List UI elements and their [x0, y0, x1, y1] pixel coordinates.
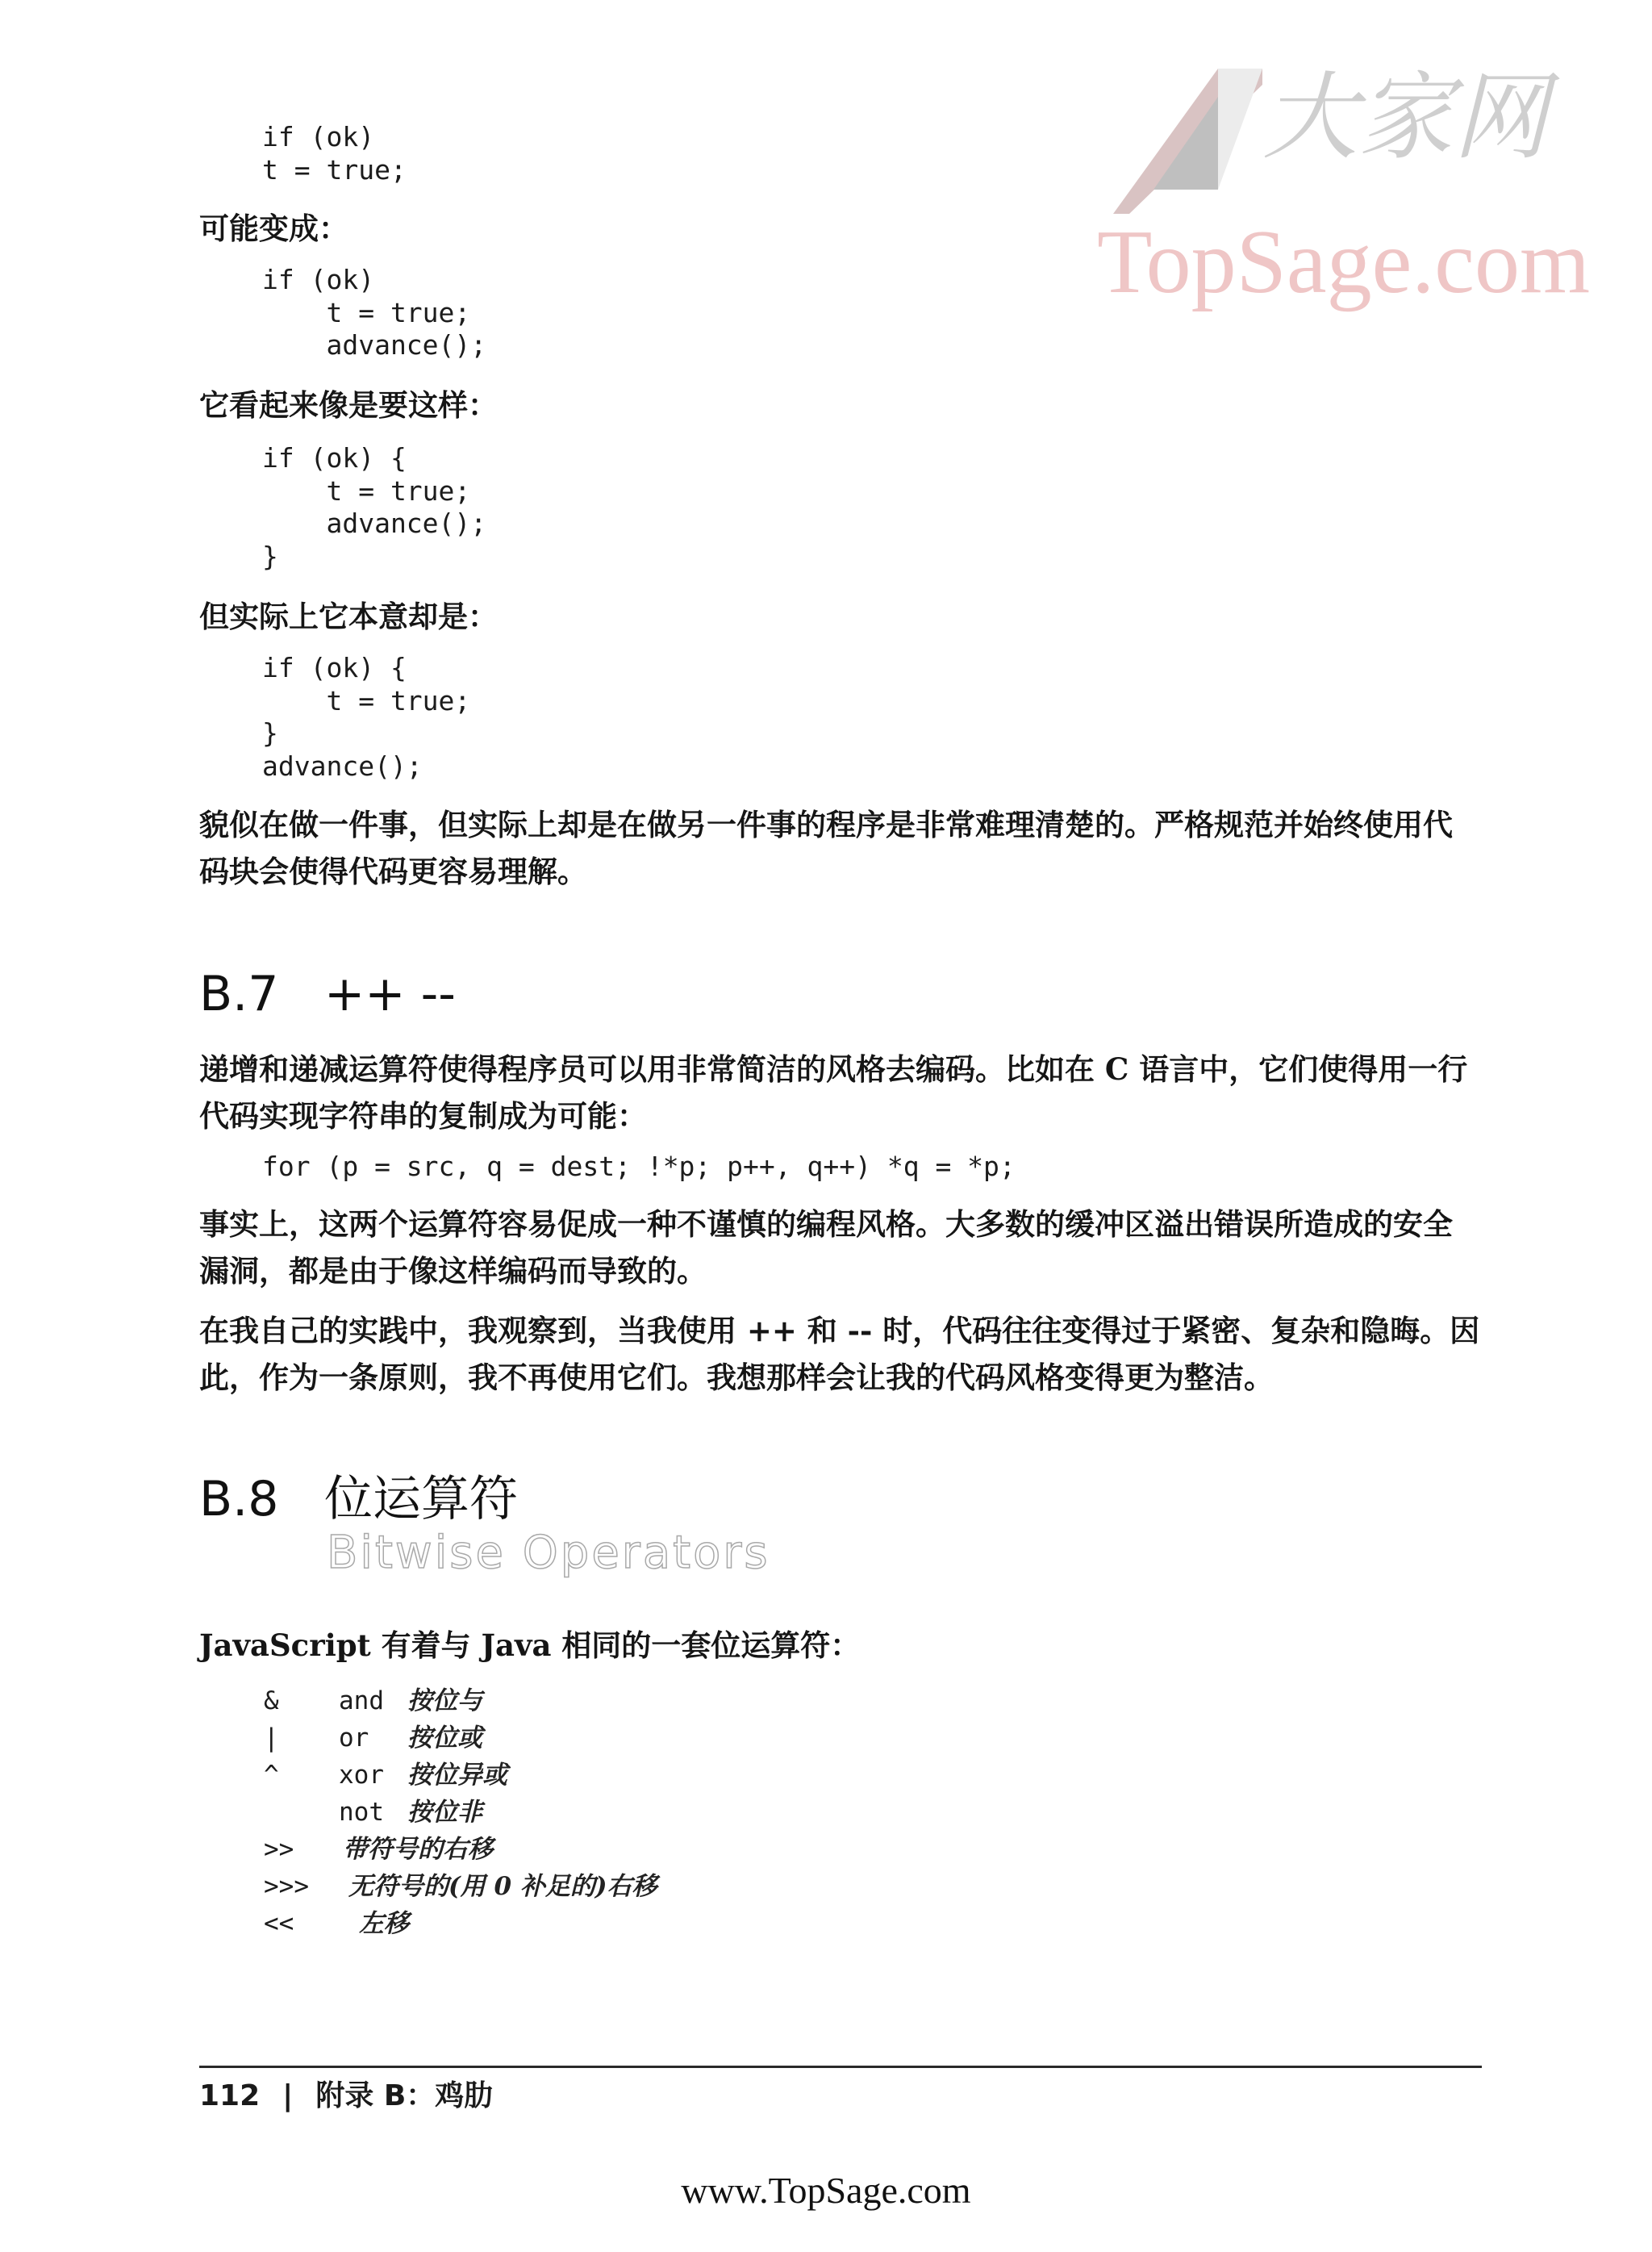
- paragraph-4: 貌似在做一件事，但实际上却是在做另一件事的程序是非常难理清楚的。严格规范并始终使用代码块会使得代码更容易理解。: [199, 807, 1453, 889]
- operator-word: and: [339, 1686, 384, 1715]
- operator-symbol: &: [264, 1686, 279, 1715]
- operator-word: or: [339, 1723, 369, 1753]
- operator-symbol: ^: [264, 1761, 279, 1790]
- section-heading-b8: [199, 1471, 518, 1527]
- operator-word: xor: [339, 1761, 384, 1790]
- paragraph-1: 可能变成：: [199, 211, 348, 246]
- paragraph-3: 但实际上它本意却是：: [199, 599, 498, 634]
- code-block-5: for (p = src, q = dest; !*p; p++, q++) *q = *p;: [262, 1151, 1016, 1182]
- section-number: B.7: [199, 966, 279, 1022]
- operator-word: not: [339, 1798, 384, 1827]
- operator-symbol: >>>: [264, 1872, 309, 1901]
- footer-separator: |: [282, 2079, 294, 2112]
- watermark-cjk: 大家网: [1262, 61, 1549, 173]
- watermark: [1097, 52, 1591, 331]
- operator-description: 左移: [359, 1909, 409, 1938]
- operator-symbol: >>: [264, 1835, 294, 1864]
- topsage-logo-icon: [1097, 52, 1274, 222]
- paragraph-5: 递增和递减运算符使得程序员可以用非常简洁的风格去编码。比如在 C 语言中，它们使得用一行代码实现字符串的复制成为可能：: [199, 1051, 1468, 1134]
- page-number: 112: [199, 2079, 261, 2112]
- paragraph-2: 它看起来像是要这样：: [199, 387, 498, 423]
- section-heading-b7: [199, 966, 456, 1022]
- paragraph-6: 事实上，这两个运算符容易促成一种不谨慎的编程风格。大多数的缓冲区溢出错误所造成的安全漏洞，都是由于像这样编码而导致的。: [199, 1206, 1453, 1289]
- section-title: ++ --: [324, 966, 456, 1022]
- section-number: B.8: [199, 1471, 279, 1527]
- section-title: 位运算符: [324, 1471, 518, 1527]
- operator-symbol: |: [264, 1723, 279, 1753]
- operator-description: 按位非: [407, 1798, 482, 1827]
- operator-symbol: <<: [264, 1909, 294, 1938]
- footer-rule: [199, 2066, 1482, 2068]
- paragraph-7: 在我自己的实践中，我观察到，当我使用 ++ 和 -- 时，代码往往变得过于紧密、复杂和隐晦。因此，作为一条原则，我不再使用它们。我想那样会让我的代码风格变得更为整洁。: [199, 1313, 1480, 1395]
- code-block-2: if (ok) t = true; advance();: [262, 264, 487, 361]
- page-footer: [199, 2076, 493, 2116]
- site-url: www.TopSage.com: [681, 2170, 971, 2211]
- operator-description: 按位异或: [407, 1761, 507, 1790]
- code-block-4: if (ok) { t = true; } advance();: [262, 652, 471, 782]
- chapter-title: 附录 B：鸡肋: [315, 2079, 494, 2112]
- code-block-1: if (ok) t = true;: [262, 121, 407, 186]
- operator-description: 按位与: [407, 1686, 482, 1715]
- watermark-latin: TopSage.com: [1097, 212, 1591, 312]
- paragraph-8: JavaScript 有着与 Java 相同的一套位运算符：: [199, 1627, 861, 1663]
- operator-description: 按位或: [407, 1723, 482, 1753]
- section-subtitle: Bitwise Operators: [327, 1527, 770, 1579]
- operator-description: 无符号的(用 0 补足的)右移: [348, 1872, 657, 1901]
- operator-description: 带符号的右移: [343, 1835, 493, 1864]
- code-block-3: if (ok) { t = true; advance(); }: [262, 442, 487, 572]
